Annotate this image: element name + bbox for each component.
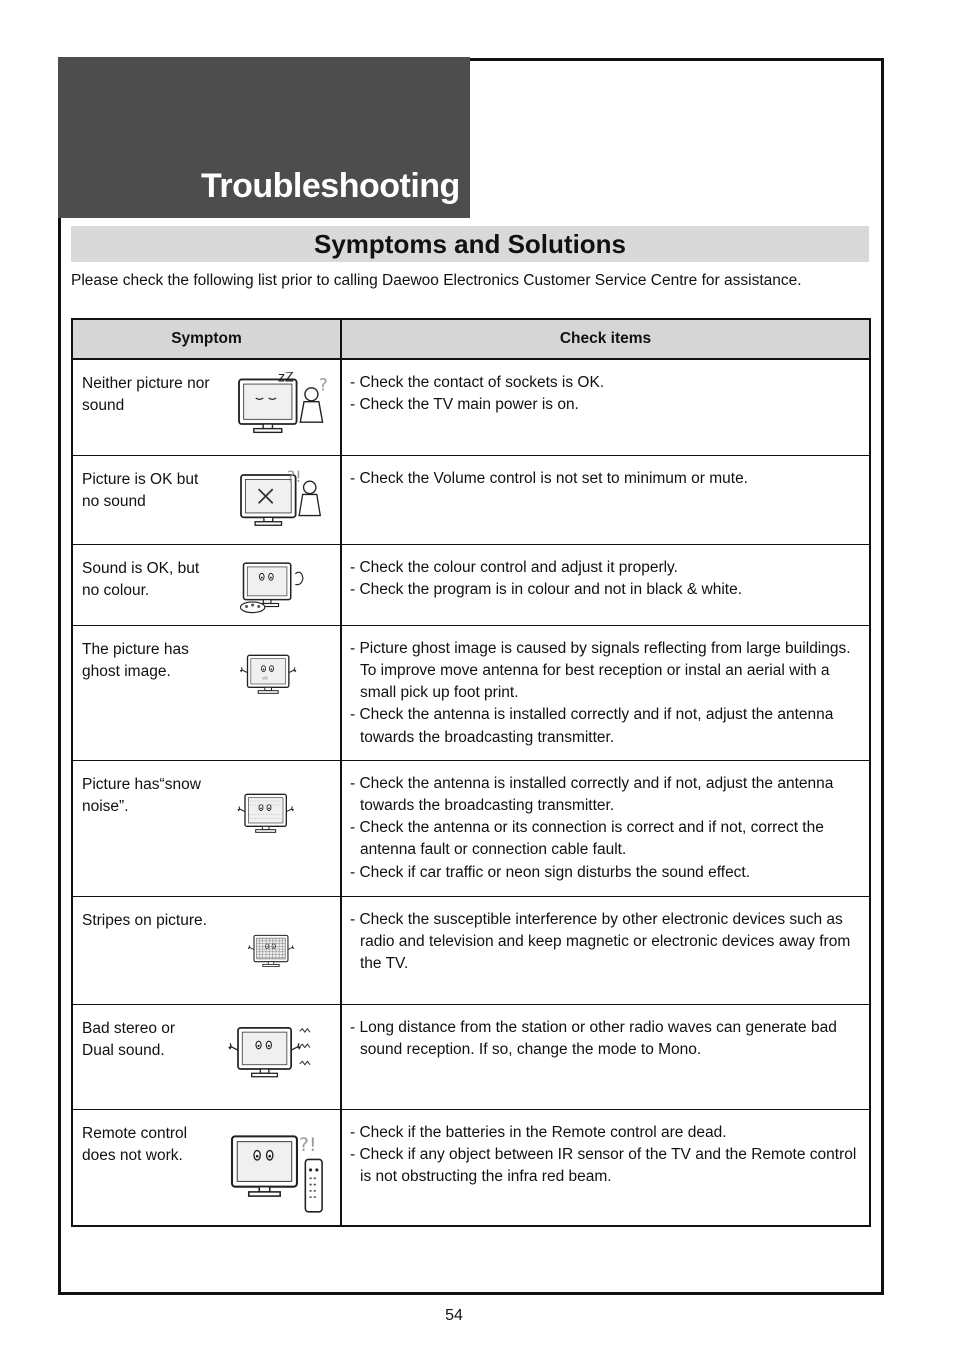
section-header-bar [71,226,869,262]
check-items-list [350,638,861,749]
symptom-cell [72,896,341,1004]
table-row [72,359,870,455]
symptom-text: Bad stereo or Dual sound. [82,1019,176,1059]
symptom-cell [72,359,341,455]
symptom-text: Picture is OK but no sound [82,470,199,510]
check-item: - Check if the batteries in the Remote control are dead. [350,1123,727,1141]
check-item: - Long distance from the station or other radio waves can generate bad sound reception. If so, change the mode to Mono. [350,1018,837,1058]
table-row [72,544,870,625]
check-items-list [350,372,861,417]
check-item: - Check the antenna is installed correctly and if not, adjust the antenna towards the broadcasting transmitter. [350,774,834,814]
tv-ghost-image-icon [218,650,333,706]
svg-text:?!: ?! [299,1134,317,1156]
check-item: - Check if any object between IR sensor of the TV and the Remote control is not obstructing the infra red beam. [350,1145,857,1186]
check-item: - Check the susceptible interference by other electronic devices such as radio and television and keep magnetic or electronic devices away from the TV. [350,910,851,973]
symptom-text: Neither picture nor sound [82,375,210,415]
tv-crossed-speaker-person-exclaim-icon [223,468,333,542]
symptom-text: Remote control does not work. [82,1124,188,1164]
symptom-text: Picture has“snow noise”. [82,775,201,815]
check-items-cell [341,1004,870,1109]
column-header-symptom: Symptom [72,319,341,359]
table-row [72,896,870,1004]
check-items-cell [341,760,870,896]
tv-snow-noise-icon [213,789,333,845]
check-items-cell [341,625,870,760]
check-items-cell [341,896,870,1004]
table-row [72,455,870,544]
check-item: - Check the TV main power is on. [350,396,579,414]
symptom-text: The picture has ghost image. [82,640,189,680]
check-items-list [350,909,861,976]
svg-text:ǝɓ: ǝɓ [262,675,268,681]
tv-distorted-sound-waves-icon [215,1021,333,1093]
check-item: - Check the contact of sockets is OK. [350,374,605,391]
symptom-cell [72,1109,341,1226]
troubleshooting-table [71,318,871,1227]
check-items-cell [341,455,870,544]
table-row [72,1004,870,1109]
check-items-cell [341,359,870,455]
check-items-cell [341,544,870,625]
column-header-check-items: Check items [341,319,870,359]
section-title: Symptoms and Solutions [313,229,627,259]
tv-paint-palette-icon [218,557,333,621]
check-item: - Check if car traffic or neon sign disturbs the sound effect. [350,863,751,881]
check-item: - Check the antenna is installed correctly and if not, adjust the antenna towards the broadcasting transmitter. [350,706,834,746]
svg-text:?!: ?! [286,467,302,486]
symptom-cell [72,455,341,544]
check-item: - Picture ghost image is caused by signals reflecting from large buildings. To improve move antenna for best reception or instal an aerial with a small pick up foot print. [350,639,851,702]
symptom-text: Sound is OK, but no colour. [82,559,200,599]
tv-remote-control-question-icon [219,1128,333,1216]
symptom-cell [72,544,341,625]
intro-text: Please check the following list prior to calling Daewoo Electronics Customer Service Centre for assistance. [71,272,802,289]
check-item: - Check the Volume control is not set to minimum or mute. [350,469,748,487]
check-items-list [350,1017,861,1062]
check-item: - Check the colour control and adjust it properly. [350,558,678,576]
svg-text:zZ: zZ [278,372,294,386]
page-number: 54 [445,1307,463,1324]
check-items-list [350,773,861,884]
table-row [72,625,870,760]
check-items-list [350,557,861,602]
symptom-cell [72,1004,341,1109]
tv-stripes-grid-icon [221,931,333,977]
check-items-list [350,1122,861,1189]
table-row [72,1109,870,1226]
table-header-row [72,319,870,359]
page-title: Troubleshooting [201,167,460,205]
check-items-cell [341,1109,870,1226]
symptom-text: Stripes on picture. [82,911,207,929]
symptom-cell [72,625,341,760]
table-row [72,760,870,896]
check-items-list [350,468,861,490]
check-item: - Check the antenna or its connection is correct and if not, correct the antenna fault or connection cable fault. [350,819,824,859]
check-item: - Check the program is in colour and not in black & white. [350,580,742,598]
svg-text:?: ? [318,374,328,395]
tv-sleeping-zzz-person-question-icon [223,372,333,450]
symptom-cell [72,760,341,896]
